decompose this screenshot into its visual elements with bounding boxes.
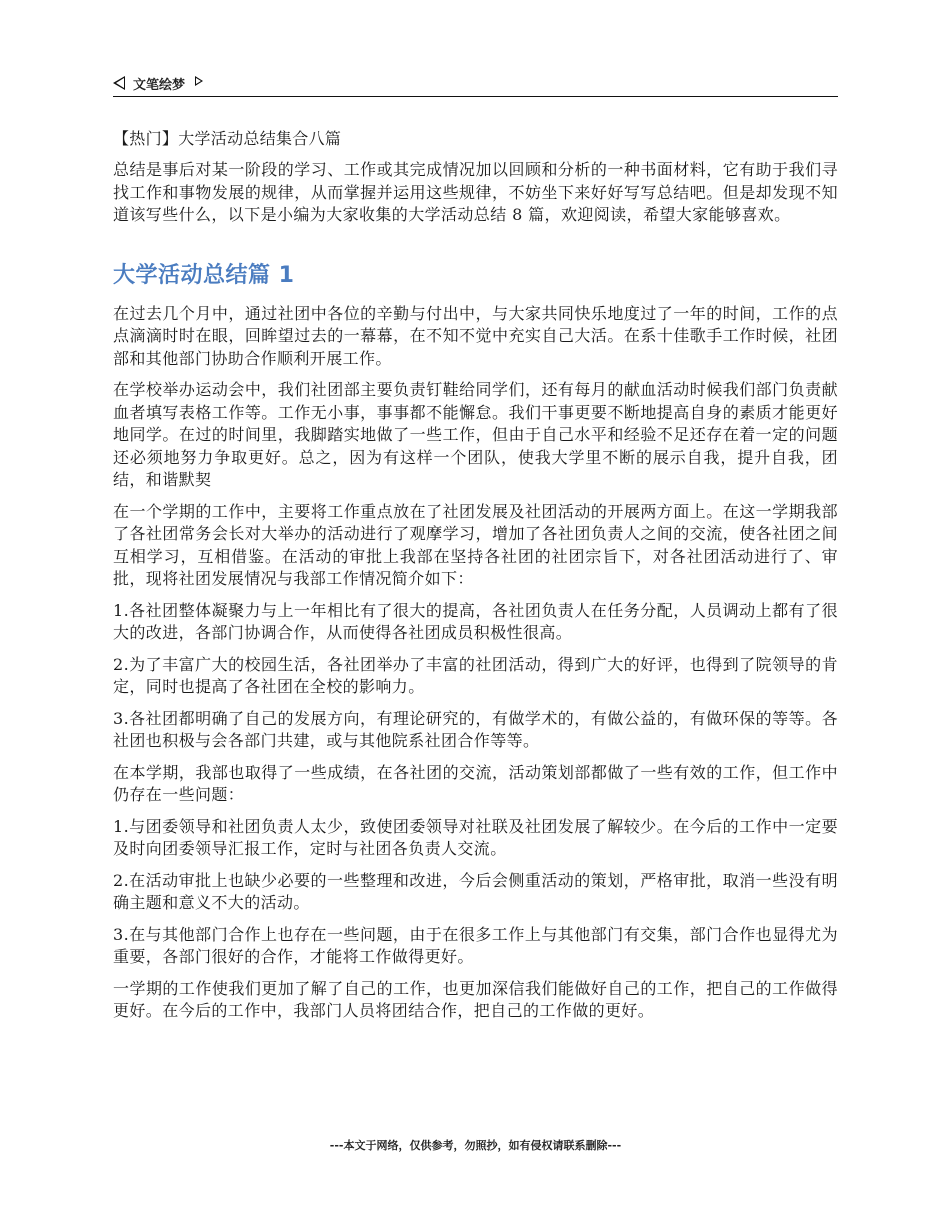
brand-name: 文笔绘梦 — [133, 77, 186, 93]
section-heading: 大学活动总结篇 1 — [113, 262, 295, 288]
triangle-left-icon — [113, 76, 125, 90]
intro-paragraph: 总结是事后对某一阶段的学习、工作或其完成情况加以回顾和分析的一种书面材料，它有助于我们寻找工作和事物发展的规律，从而掌握并运用这些规律，不妨坐下来好好写写总结吧。但是却发现不知道该写些什么，以下是小编为大家收集的大学活动总结 8 篇，欢迎阅读，希望大家能够喜欢。 — [113, 160, 838, 224]
body-paragraph: 在本学期，我部也取得了一些成绩，在各社团的交流，活动策划部都做了一些有效的工作，但工作中仍存在一些问题： — [113, 762, 838, 804]
list-item: 1.各社团整体凝聚力与上一年相比有了很大的提高，各社团负责人在任务分配，人员调动上都有了很大的改进，各部门协调合作，从而使得各社团成员积极性很高。 — [113, 600, 838, 642]
document-body — [113, 128, 838, 1032]
document-page — [113, 0, 838, 1230]
list-item: 2.在活动审批上也缺少必要的一些整理和改进，今后会侧重活动的策划，严格审批，取消一些没有明确主题和意义不大的活动。 — [113, 870, 838, 912]
body-paragraph: 在过去几个月中，通过社团中各位的辛勤与付出中，与大家共同快乐地度过了一年的时间，工作的点点滴滴时时在眼，回眸望过去的一幕幕，在不知不觉中充实自己大活。在系十佳歌手工作时候，社团部和其他部门协助合作顺利开展工作。 — [113, 303, 838, 368]
page-header — [113, 70, 838, 97]
body-paragraph: 一学期的工作使我们更加了解了自己的工作，也更加深信我们能做好自己的工作，把自己的工作做得更好。在今后的工作中，我部门人员将团结合作，把自己的工作做的更好。 — [113, 978, 838, 1020]
list-item: 3.在与其他部门合作上也存在一些问题，由于在很多工作上与其他部门有交集，部门合作也显得尤为重要，各部门很好的合作，才能将工作做得更好。 — [113, 924, 838, 966]
body-paragraph: 在一个学期的工作中，主要将工作重点放在了社团发展及社团活动的开展两方面上。在这一学期我部了各社团常务会长对大举办的活动进行了观摩学习，增加了各社团负责人之间的交流，使各社团之间互相学习，互相借鉴。在活动的审批上我部在坚持各社团的社团宗旨下，对各社团活动进行了、审批，现将社团发展情况与我部工作情况简介如下： — [113, 501, 838, 588]
triangle-right-icon — [195, 76, 203, 86]
list-item: 3.各社团都明确了自己的发展方向，有理论研究的，有做学术的，有做公益的，有做环保的等等。各社团也积极与会各部门共建，或与其他院系社团合作等等。 — [113, 708, 838, 750]
list-item: 2.为了丰富广大的校园生活，各社团举办了丰富的社团活动，得到广大的好评，也得到了院领导的肯定，同时也提高了各社团在全校的影响力。 — [113, 654, 838, 696]
page-footer: ---本文于网络，仅供参考，勿照抄，如有侵权请联系删除--- — [329, 1139, 622, 1152]
body-paragraph: 在学校举办运动会中，我们社团部主要负责钉鞋给同学们，还有每月的献血活动时候我们部门负责献血者填写表格工作等。工作无小事，事事都不能懈怠。我们干事更要不断地提高自身的素质才能更好地同学。在过的时间里，我脚踏实地做了一些工作，但由于自己水平和经验不足还存在着一定的问题还必须地努力争取更好。总之，因为有这样一个团队，使我大学里不断的展示自我，提升自我，团结，和谐默契 — [113, 380, 838, 489]
document-title: 【热门】大学活动总结集合八篇 — [113, 129, 342, 148]
list-item: 1.与团委领导和社团负责人太少，致使团委领导对社联及社团发展了解较少。在今后的工作中一定要及时向团委领导汇报工作，定时与社团各负责人交流。 — [113, 816, 838, 858]
